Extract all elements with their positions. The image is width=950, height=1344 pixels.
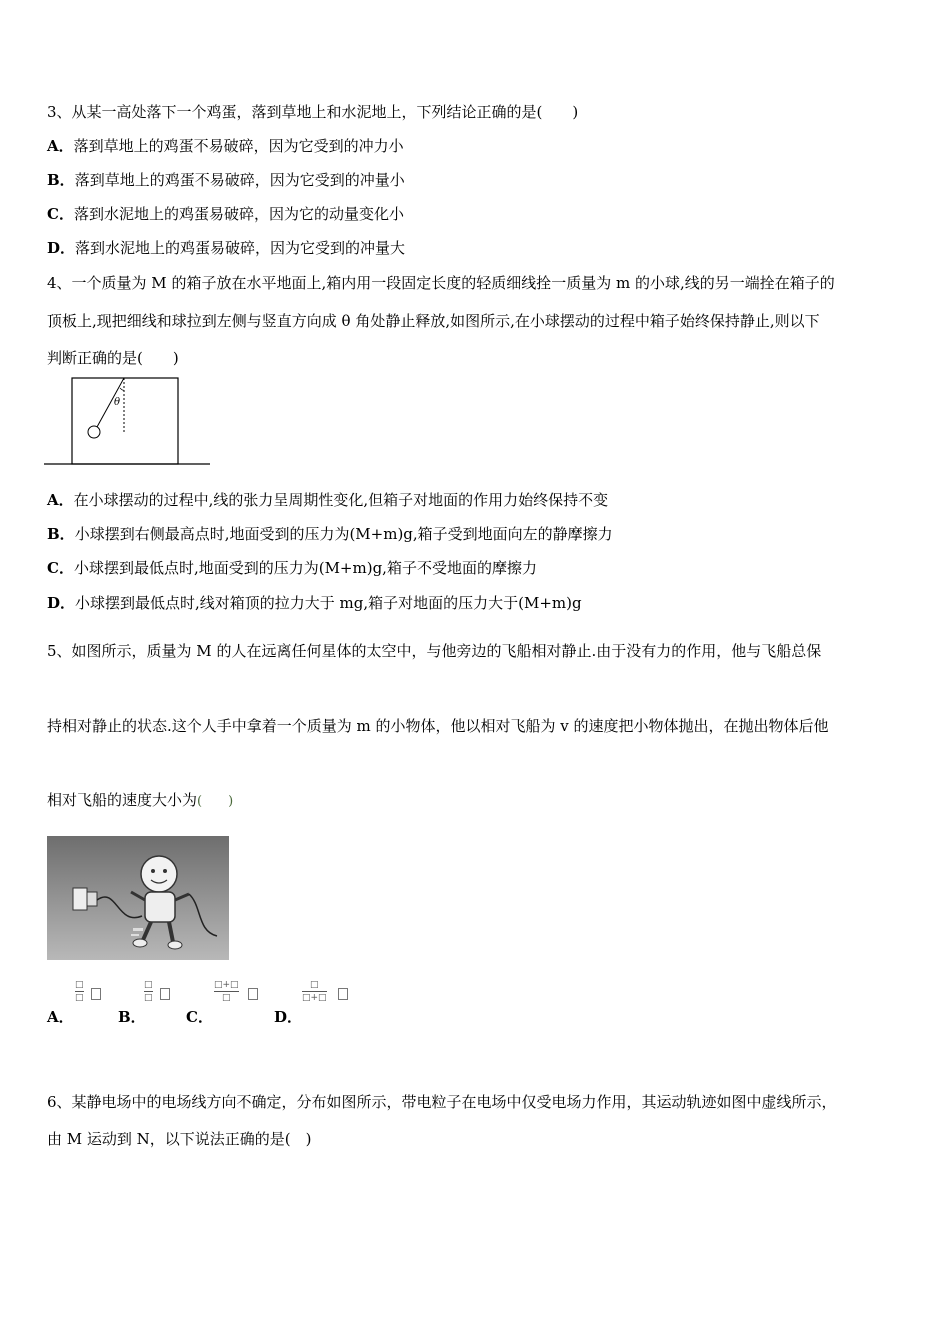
q3-option-b: B．落到草地上的鸡蛋不易破碎，因为它受到的冲量小	[47, 171, 405, 189]
q3-stem: 3、从某一高处落下一个鸡蛋，落到草地上和水泥地上，下列结论正确的是( )	[47, 103, 579, 121]
astronaut-figure	[47, 836, 229, 960]
q4-option-d: D．小球摆到最低点时,线对箱顶的拉力大于 mg,箱子对地面的压力大于(M+m)g	[47, 594, 582, 612]
pendulum-box-figure	[44, 374, 212, 468]
q4-stem-line3: 判断正确的是( )	[47, 349, 179, 367]
q5-answer-bracket: ( )	[197, 794, 234, 809]
q4-stem-line2: 顶板上,现把细线和球拉到左侧与竖直方向成 θ 角处静止释放,如图所示,在小球摆动的过程中箱子始终保持静止,则以下	[47, 312, 820, 330]
q5-line1: 5、如图所示，质量为 M 的人在远离任何星体的太空中，与他旁边的飞船相对静止.由于没有力的作用，他与飞船总保	[47, 642, 822, 660]
q3-option-a: A．落到草地上的鸡蛋不易破碎，因为它受到的冲力小	[47, 137, 404, 155]
q5-option-c: C． □+□ □	[186, 984, 213, 1005]
q5-option-a: A． □ □	[47, 984, 74, 1005]
q6-line1: 6、某静电场中的电场线方向不确定，分布如图所示，带电粒子在电场中仅受电场力作用，其运动轨迹如图中虚线所示，	[47, 1093, 837, 1111]
q6-line2: 由 M 运动到 N，以下说法正确的是( )	[47, 1130, 312, 1148]
q5-option-d: D． □ □+□	[274, 984, 302, 1005]
theta-label: θ	[114, 397, 121, 408]
q3-option-c: C．落到水泥地上的鸡蛋易破碎，因为它的动量变化小	[47, 205, 404, 223]
q4-option-c: C．小球摆到最低点时,地面受到的压力为(M+m)g,箱子不受地面的摩擦力	[47, 559, 537, 577]
q5-line2: 持相对静止的状态.这个人手中拿着一个质量为 m 的小物体，他以相对飞船为 v 的速度把小物体抛出，在抛出物体后他	[47, 717, 829, 735]
q4-option-b: B．小球摆到右侧最高点时,地面受到的压力为(M+m)g,箱子受到地面向左的静摩擦力	[47, 525, 613, 543]
q5-option-b: B． □ □	[118, 984, 146, 1005]
q4-stem-line1: 4、一个质量为 M 的箱子放在水平地面上,箱内用一段固定长度的轻质细线拴一质量为 m 的小球,线的另一端拴在箱子的	[47, 274, 835, 292]
q4-option-a: A．在小球摆动的过程中,线的张力呈周期性变化,但箱子对地面的作用力始终保持不变	[47, 491, 609, 509]
q5-line3: 相对飞船的速度大小为( )	[47, 791, 234, 809]
q3-option-d: D．落到水泥地上的鸡蛋易破碎，因为它受到的冲量大	[47, 239, 406, 257]
